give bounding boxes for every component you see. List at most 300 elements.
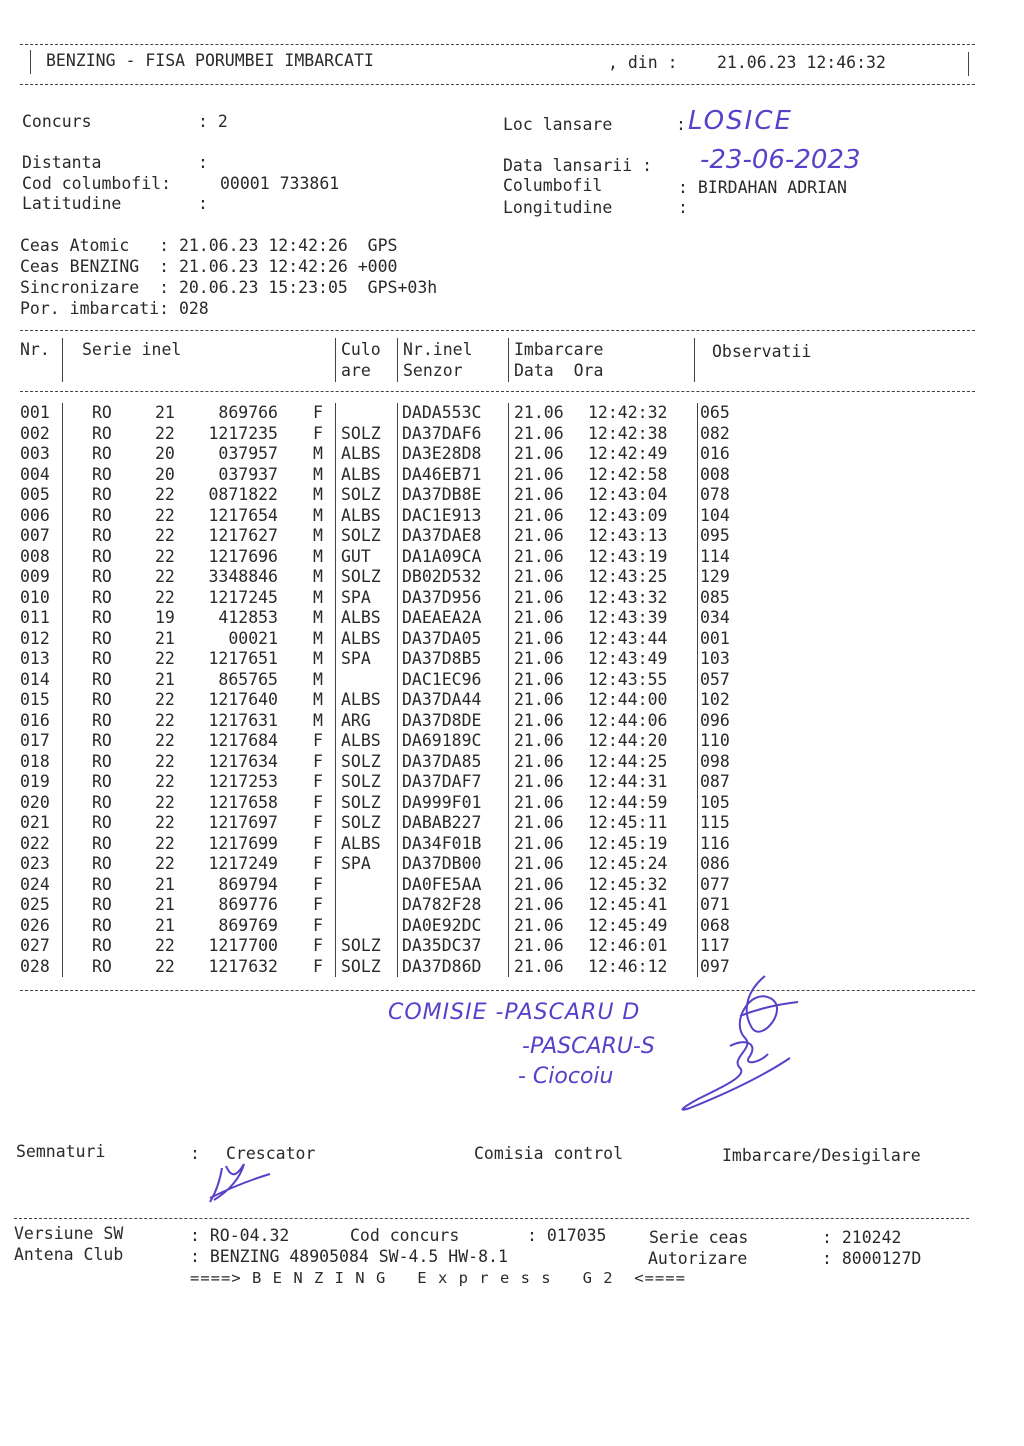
autorizare-label: Autorizare (648, 1249, 748, 1268)
row-observation: 082 (700, 423, 730, 443)
row-color: SOLZ (341, 526, 381, 545)
row-observation: 129 (700, 567, 730, 586)
row-ring-number: 1217651 (208, 649, 278, 668)
row-date: 21.06 (514, 710, 564, 730)
row-year: 22 (155, 546, 175, 566)
col-header-culoare-1: Culo (341, 340, 381, 359)
semnaturi-label: Semnaturi (16, 1142, 106, 1161)
row-sex: F (313, 874, 323, 894)
row-ring-number: 037957 (218, 444, 278, 463)
row-year: 22 (155, 526, 175, 545)
row-ring-number: 00021 (228, 628, 278, 648)
row-observation: 068 (700, 915, 730, 935)
row-time: 12:43:44 (588, 628, 668, 648)
row-ring-number: 869776 (218, 895, 278, 914)
table-row (0, 506, 1024, 526)
row-date: 21.06 (514, 649, 564, 668)
row-year: 22 (155, 485, 175, 504)
row-year: 21 (155, 669, 175, 689)
row-sex: M (313, 628, 323, 648)
benzing-banner: ====> B E N Z I N G E x p r e s s G 2 <==== (190, 1269, 686, 1287)
row-nr: 023 (20, 854, 50, 873)
ceas-atomic-line: Ceas Atomic : 21.06.23 12:42:26 GPS (20, 236, 398, 255)
row-nr: 021 (20, 813, 50, 832)
row-sex: F (313, 792, 323, 812)
col-divider-nr (62, 338, 63, 382)
row-ring-number: 869766 (218, 403, 278, 422)
row-country: RO (92, 751, 112, 771)
table-row (0, 916, 1024, 936)
row-time: 12:42:49 (588, 444, 668, 463)
pigeon-table-body (0, 403, 1024, 978)
comisie-note-line1: COMISIE -PASCARU D (388, 1000, 641, 1025)
row-date: 21.06 (514, 956, 564, 976)
row-time: 12:46:01 (588, 936, 668, 955)
row-country: RO (92, 526, 112, 545)
row-time: 12:43:25 (588, 567, 668, 586)
row-time: 12:45:41 (588, 895, 668, 914)
row-sex: M (313, 587, 323, 607)
row-color: ALBS (341, 464, 381, 484)
row-country: RO (92, 936, 112, 955)
row-nr: 015 (20, 690, 50, 709)
concurs-label: Concurs (22, 112, 92, 131)
row-sensor: DA37DA85 (402, 751, 482, 771)
row-date: 21.06 (514, 690, 564, 709)
row-observation: 097 (700, 956, 730, 976)
row-country: RO (92, 628, 112, 648)
table-row (0, 957, 1024, 977)
row-sensor: DAEAEA2A (402, 608, 482, 627)
row-date: 21.06 (514, 669, 564, 689)
row-ring-number: 1217640 (208, 690, 278, 709)
row-sensor: DA37D956 (402, 587, 482, 607)
row-country: RO (92, 669, 112, 689)
row-nr: 014 (20, 669, 50, 689)
versiune-label: Versiune SW (14, 1224, 124, 1243)
row-sensor: DA46EB71 (402, 464, 482, 484)
row-nr: 002 (20, 423, 50, 443)
row-sensor: DA34F01B (402, 833, 482, 853)
table-row (0, 485, 1024, 505)
row-time: 12:45:24 (588, 854, 668, 873)
row-sensor: DA999F01 (402, 792, 482, 812)
row-color: SPA (341, 854, 371, 873)
row-ring-number: 865765 (218, 669, 278, 689)
row-observation: 086 (700, 854, 730, 873)
row-ring-number: 1217654 (208, 505, 278, 525)
table-row (0, 444, 1024, 464)
table-row (0, 547, 1024, 567)
row-ring-number: 1217632 (208, 956, 278, 976)
row-nr: 012 (20, 628, 50, 648)
row-date: 21.06 (514, 505, 564, 525)
row-color: SPA (341, 587, 371, 607)
row-year: 22 (155, 813, 175, 832)
comisie-note-line2: -PASCARU-S (522, 1034, 655, 1059)
table-row (0, 424, 1024, 444)
row-country: RO (92, 423, 112, 443)
row-year: 21 (155, 628, 175, 648)
row-country: RO (92, 403, 112, 422)
row-year: 22 (155, 751, 175, 771)
row-observation: 077 (700, 874, 730, 894)
row-country: RO (92, 854, 112, 873)
row-observation: 104 (700, 505, 730, 525)
row-ring-number: 0871822 (208, 485, 278, 504)
row-sensor: DABAB227 (402, 813, 482, 832)
row-ring-number: 1217684 (208, 731, 278, 750)
row-sensor: DA782F28 (402, 895, 482, 914)
row-sensor: DA37DAE8 (402, 526, 482, 545)
row-nr: 005 (20, 485, 50, 504)
header-bottom-rule (20, 84, 975, 85)
cod-columbofil-label: Cod columbofil: (22, 174, 172, 193)
table-row (0, 813, 1024, 833)
row-observation: 034 (700, 608, 730, 627)
row-year: 22 (155, 505, 175, 525)
cod-concurs-label: Cod concurs (350, 1226, 460, 1245)
row-ring-number: 869794 (218, 874, 278, 894)
row-sex: F (313, 895, 323, 914)
row-ring-number: 1217696 (208, 546, 278, 566)
table-row (0, 875, 1024, 895)
col-header-imbarcare-2: Data Ora (514, 361, 604, 380)
row-time: 12:42:58 (588, 464, 668, 484)
row-nr: 010 (20, 587, 50, 607)
row-country: RO (92, 464, 112, 484)
autorizare-value: : 8000127D (822, 1249, 922, 1268)
row-color: SOLZ (341, 813, 381, 832)
row-ring-number: 869769 (218, 915, 278, 935)
row-date: 21.06 (514, 526, 564, 545)
row-sex: M (313, 464, 323, 484)
table-header-rule (20, 391, 975, 392)
row-sensor: DA37DA05 (402, 628, 482, 648)
sincronizare-line: Sincronizare : 20.06.23 15:23:05 GPS+03h (20, 278, 438, 297)
row-date: 21.06 (514, 936, 564, 955)
row-color: ALBS (341, 690, 381, 709)
row-observation: 117 (700, 936, 730, 955)
row-date: 21.06 (514, 772, 564, 791)
table-top-rule (20, 330, 975, 331)
row-color: GUT (341, 546, 371, 566)
row-observation: 065 (700, 403, 730, 422)
table-row (0, 895, 1024, 915)
row-ring-number: 1217245 (208, 587, 278, 607)
row-time: 12:44:00 (588, 690, 668, 709)
col-header-nr-inel-1: Nr.inel (403, 340, 473, 359)
row-observation: 095 (700, 526, 730, 545)
row-ring-number: 1217700 (208, 936, 278, 955)
table-row (0, 834, 1024, 854)
row-year: 21 (155, 915, 175, 935)
col-header-culoare-2: are (341, 361, 371, 380)
body-divider-nr (62, 403, 63, 977)
row-year: 21 (155, 895, 175, 914)
row-date: 21.06 (514, 567, 564, 586)
row-sex: F (313, 751, 323, 771)
cod-columbofil-value: 00001 733861 (220, 174, 340, 193)
por-imbarcati-line: Por. imbarcati: 028 (20, 299, 209, 318)
row-ring-number: 1217634 (208, 751, 278, 771)
row-sex: F (313, 833, 323, 853)
row-time: 12:42:38 (588, 423, 668, 443)
row-sex: M (313, 485, 323, 504)
distanta-label: Distanta (22, 153, 102, 172)
row-country: RO (92, 956, 112, 976)
data-lansarii-label: Data lansarii : (503, 156, 653, 175)
row-nr: 020 (20, 792, 50, 812)
row-year: 22 (155, 792, 175, 812)
row-ring-number: 1217253 (208, 772, 278, 791)
row-time: 12:43:32 (588, 587, 668, 607)
row-color: SOLZ (341, 485, 381, 504)
row-sex: F (313, 854, 323, 873)
antena-label: Antena Club (14, 1245, 124, 1264)
row-color: SOLZ (341, 956, 381, 976)
row-country: RO (92, 587, 112, 607)
row-date: 21.06 (514, 444, 564, 463)
row-sex: M (313, 567, 323, 586)
row-sex: F (313, 936, 323, 955)
row-color: ALBS (341, 628, 381, 648)
row-date: 21.06 (514, 587, 564, 607)
col-divider-culoare (397, 338, 398, 382)
row-sex: F (313, 403, 323, 422)
row-year: 22 (155, 936, 175, 955)
row-sex: F (313, 915, 323, 935)
row-sex: F (313, 772, 323, 791)
row-date: 21.06 (514, 608, 564, 627)
row-sex: M (313, 546, 323, 566)
longitudine-label: Longitudine (503, 198, 613, 217)
table-row (0, 752, 1024, 772)
row-year: 22 (155, 423, 175, 443)
table-row (0, 793, 1024, 813)
row-nr: 007 (20, 526, 50, 545)
row-time: 12:44:20 (588, 731, 668, 750)
table-row (0, 854, 1024, 874)
row-date: 21.06 (514, 874, 564, 894)
distanta-value: : (198, 153, 208, 172)
col-header-serie-inel: Serie inel (82, 340, 182, 359)
row-sensor: DADA553C (402, 403, 482, 422)
row-date: 21.06 (514, 464, 564, 484)
longitudine-value: : (678, 198, 688, 217)
header-top-rule (20, 44, 975, 45)
table-row (0, 936, 1024, 956)
row-time: 12:45:19 (588, 833, 668, 853)
row-time: 12:44:31 (588, 772, 668, 791)
row-year: 22 (155, 649, 175, 668)
row-sensor: DA37D86D (402, 956, 482, 976)
row-year: 20 (155, 464, 175, 484)
row-nr: 003 (20, 444, 50, 463)
row-color: ALBS (341, 731, 381, 750)
row-year: 21 (155, 874, 175, 894)
loc-lansare-value: : (676, 115, 686, 134)
row-color: ALBS (341, 505, 381, 525)
row-sensor: DA0E92DC (402, 915, 482, 935)
header-left-bar (30, 50, 31, 74)
row-date: 21.06 (514, 731, 564, 750)
table-row (0, 588, 1024, 608)
row-date: 21.06 (514, 628, 564, 648)
row-ring-number: 1217627 (208, 526, 278, 545)
table-row (0, 690, 1024, 710)
row-observation: 087 (700, 772, 730, 791)
crescator-label: Crescator (226, 1144, 316, 1163)
row-nr: 013 (20, 649, 50, 668)
row-color: ARG (341, 710, 371, 730)
row-time: 12:43:19 (588, 546, 668, 566)
row-ring-number: 037937 (218, 464, 278, 484)
row-country: RO (92, 567, 112, 586)
imbarcare-desigilare-label: Imbarcare/Desigilare (722, 1146, 921, 1165)
col-header-imbarcare-1: Imbarcare (514, 340, 604, 359)
row-observation: 103 (700, 649, 730, 668)
row-country: RO (92, 485, 112, 504)
row-sensor: DA69189C (402, 731, 482, 750)
row-color: SOLZ (341, 567, 381, 586)
row-sensor: DA37D8DE (402, 710, 482, 730)
row-sex: M (313, 690, 323, 709)
row-observation: 115 (700, 813, 730, 832)
row-sex: M (313, 608, 323, 627)
table-row (0, 567, 1024, 587)
row-color: SOLZ (341, 792, 381, 812)
row-sex: M (313, 710, 323, 730)
row-color: ALBS (341, 444, 381, 463)
row-sensor: DA37DA44 (402, 690, 482, 709)
crescator-signature (200, 1160, 280, 1210)
row-observation: 102 (700, 690, 730, 709)
commission-signature-scribble (670, 968, 810, 1118)
row-nr: 018 (20, 751, 50, 771)
row-nr: 016 (20, 710, 50, 730)
table-row (0, 608, 1024, 628)
row-color: SOLZ (341, 772, 381, 791)
row-year: 22 (155, 833, 175, 853)
row-year: 22 (155, 690, 175, 709)
row-time: 12:43:55 (588, 669, 668, 689)
row-observation: 098 (700, 751, 730, 771)
row-observation: 001 (700, 628, 730, 648)
row-nr: 011 (20, 608, 50, 627)
row-sensor: DB02D532 (402, 567, 482, 586)
col-divider-serie (335, 338, 336, 382)
row-nr: 024 (20, 874, 50, 894)
row-time: 12:45:11 (588, 813, 668, 832)
body-divider-senzor (508, 403, 509, 977)
row-ring-number: 1217631 (208, 710, 278, 730)
row-color: ALBS (341, 833, 381, 853)
row-color: SOLZ (341, 751, 381, 771)
comisie-note-line3: - Ciocoiu (518, 1064, 614, 1089)
row-year: 22 (155, 772, 175, 791)
row-year: 19 (155, 608, 175, 627)
body-divider-culoare-right (397, 403, 398, 977)
row-sex: M (313, 444, 323, 463)
row-date: 21.06 (514, 423, 564, 443)
comisia-control-label: Comisia control (474, 1144, 624, 1163)
table-row (0, 711, 1024, 731)
row-nr: 008 (20, 546, 50, 566)
row-observation: 085 (700, 587, 730, 607)
ceas-benzing-line: Ceas BENZING : 21.06.23 12:42:26 +000 (20, 257, 398, 276)
row-sensor: DA0FE5AA (402, 874, 482, 894)
row-date: 21.06 (514, 813, 564, 832)
row-date: 21.06 (514, 895, 564, 914)
col-divider-imbarcare (694, 338, 695, 382)
row-sex: M (313, 669, 323, 689)
row-date: 21.06 (514, 854, 564, 873)
row-observation: 110 (700, 731, 730, 750)
footer-rule (14, 1218, 969, 1219)
row-sensor: DA37D8B5 (402, 649, 482, 668)
row-nr: 025 (20, 895, 50, 914)
row-observation: 016 (700, 444, 730, 463)
serie-ceas-value: : 210242 (822, 1228, 902, 1247)
row-nr: 022 (20, 833, 50, 853)
row-sex: F (313, 813, 323, 832)
row-time: 12:44:59 (588, 792, 668, 812)
row-date: 21.06 (514, 833, 564, 853)
row-observation: 071 (700, 895, 730, 914)
row-observation: 078 (700, 485, 730, 504)
table-row (0, 670, 1024, 690)
row-ring-number: 1217249 (208, 854, 278, 873)
row-ring-number: 1217699 (208, 833, 278, 853)
data-lansarii-handwritten: -23-06-2023 (700, 145, 861, 175)
table-row (0, 629, 1024, 649)
row-year: 22 (155, 731, 175, 750)
row-sensor: DA1A09CA (402, 546, 482, 566)
table-row (0, 649, 1024, 669)
row-sex: M (313, 526, 323, 545)
row-ring-number: 1217235 (208, 423, 278, 443)
row-color: SPA (341, 649, 371, 668)
table-row (0, 526, 1024, 546)
row-year: 22 (155, 710, 175, 730)
row-ring-number: 412853 (218, 608, 278, 627)
row-date: 21.06 (514, 403, 564, 422)
row-country: RO (92, 710, 112, 730)
row-sensor: DAC1E913 (402, 505, 482, 525)
col-divider-senzor (508, 338, 509, 382)
row-observation: 008 (700, 464, 730, 484)
row-time: 12:45:32 (588, 874, 668, 894)
row-observation: 057 (700, 669, 730, 689)
row-country: RO (92, 792, 112, 812)
row-sex: M (313, 649, 323, 668)
row-observation: 096 (700, 710, 730, 730)
row-sensor: DA37DB00 (402, 854, 482, 873)
row-ring-number: 1217658 (208, 792, 278, 812)
din-value: 21.06.23 12:46:32 (717, 53, 886, 72)
table-bottom-rule (20, 990, 975, 991)
columbofil-value: : BIRDAHAN ADRIAN (678, 178, 847, 197)
row-year: 22 (155, 854, 175, 873)
row-sensor: DA3E28D8 (402, 444, 482, 463)
latitudine-value: : (198, 194, 208, 213)
row-date: 21.06 (514, 751, 564, 771)
row-date: 21.06 (514, 485, 564, 504)
row-time: 12:45:49 (588, 915, 668, 935)
row-country: RO (92, 813, 112, 832)
antena-value: : BENZING 48905084 SW-4.5 HW-8.1 (190, 1247, 508, 1266)
